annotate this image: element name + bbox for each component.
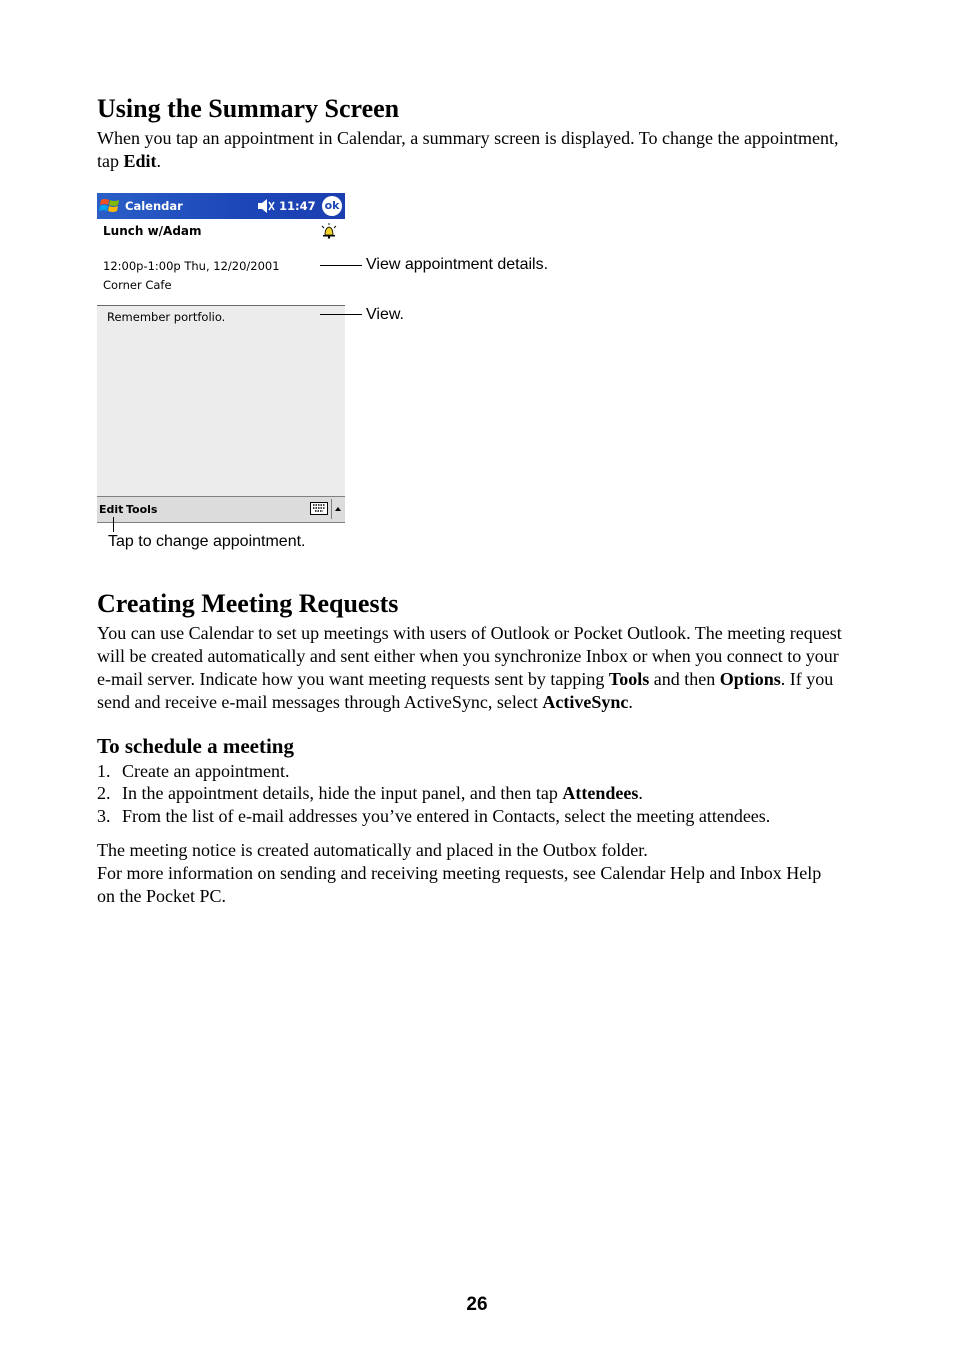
reminder-bell-icon bbox=[320, 222, 338, 240]
up-arrow-icon[interactable] bbox=[331, 499, 344, 519]
callout-line-edit bbox=[113, 517, 114, 532]
section-heading-summary-screen: Using the Summary Screen bbox=[97, 94, 400, 123]
speaker-icon[interactable] bbox=[257, 198, 275, 214]
section-heading-meeting-requests: Creating Meeting Requests bbox=[97, 589, 399, 618]
more-info-paragraph: For more information on sending and receiving meeting requests, see Calendar Help and Inbox Help on the Pocket PC. bbox=[97, 863, 822, 906]
appointment-time: 12:00p-1:00p Thu, 12/20/2001 bbox=[103, 259, 280, 273]
subheading-schedule-meeting: To schedule a meeting bbox=[97, 734, 294, 758]
windows-start-icon[interactable] bbox=[99, 196, 121, 216]
app-title: Calendar bbox=[125, 199, 183, 213]
callout-line-view bbox=[320, 314, 362, 315]
notes-text: Remember portfolio. bbox=[107, 310, 226, 324]
edit-keyword: Edit bbox=[123, 151, 157, 171]
ok-icon[interactable]: ok bbox=[322, 196, 342, 216]
page-number: 26 bbox=[466, 1294, 488, 1315]
title-bar bbox=[97, 193, 345, 219]
appointment-subject: Lunch w/Adam bbox=[103, 224, 202, 238]
callout-details: View appointment details. bbox=[366, 256, 549, 273]
clock[interactable]: 11:47 bbox=[279, 199, 316, 213]
appointment-summary[interactable] bbox=[97, 219, 345, 305]
callout-edit: Tap to change appointment. bbox=[108, 533, 306, 550]
callout-view: View. bbox=[366, 306, 404, 323]
meeting-requests-paragraph: You can use Calendar to set up meetings with users of Outlook or Pocket Outlook. The meeting request will be created automatically and sent either when you synchronize Inbox or when you connect to your e-mail server. Indicate how you want meeting requests sent by tapping Tools and then Options. If you send and receive e-mail messages through ActiveSync, select ActiveSync. bbox=[97, 623, 842, 712]
menu-bar bbox=[97, 496, 345, 523]
menu-edit[interactable]: Edit bbox=[99, 503, 124, 516]
summary-intro-paragraph: When you tap an appointment in Calendar, a summary screen is displayed. To change the appointment, tap Edit. bbox=[97, 128, 839, 171]
calendar-summary-screenshot bbox=[97, 193, 345, 523]
appointment-location: Corner Cafe bbox=[103, 278, 172, 292]
callout-line-details bbox=[320, 265, 362, 266]
keyboard-icon[interactable] bbox=[310, 502, 328, 516]
menu-tools[interactable]: Tools bbox=[126, 503, 158, 516]
outbox-note: The meeting notice is created automatically and placed in the Outbox folder. bbox=[97, 840, 648, 860]
notes-area[interactable] bbox=[97, 306, 345, 496]
